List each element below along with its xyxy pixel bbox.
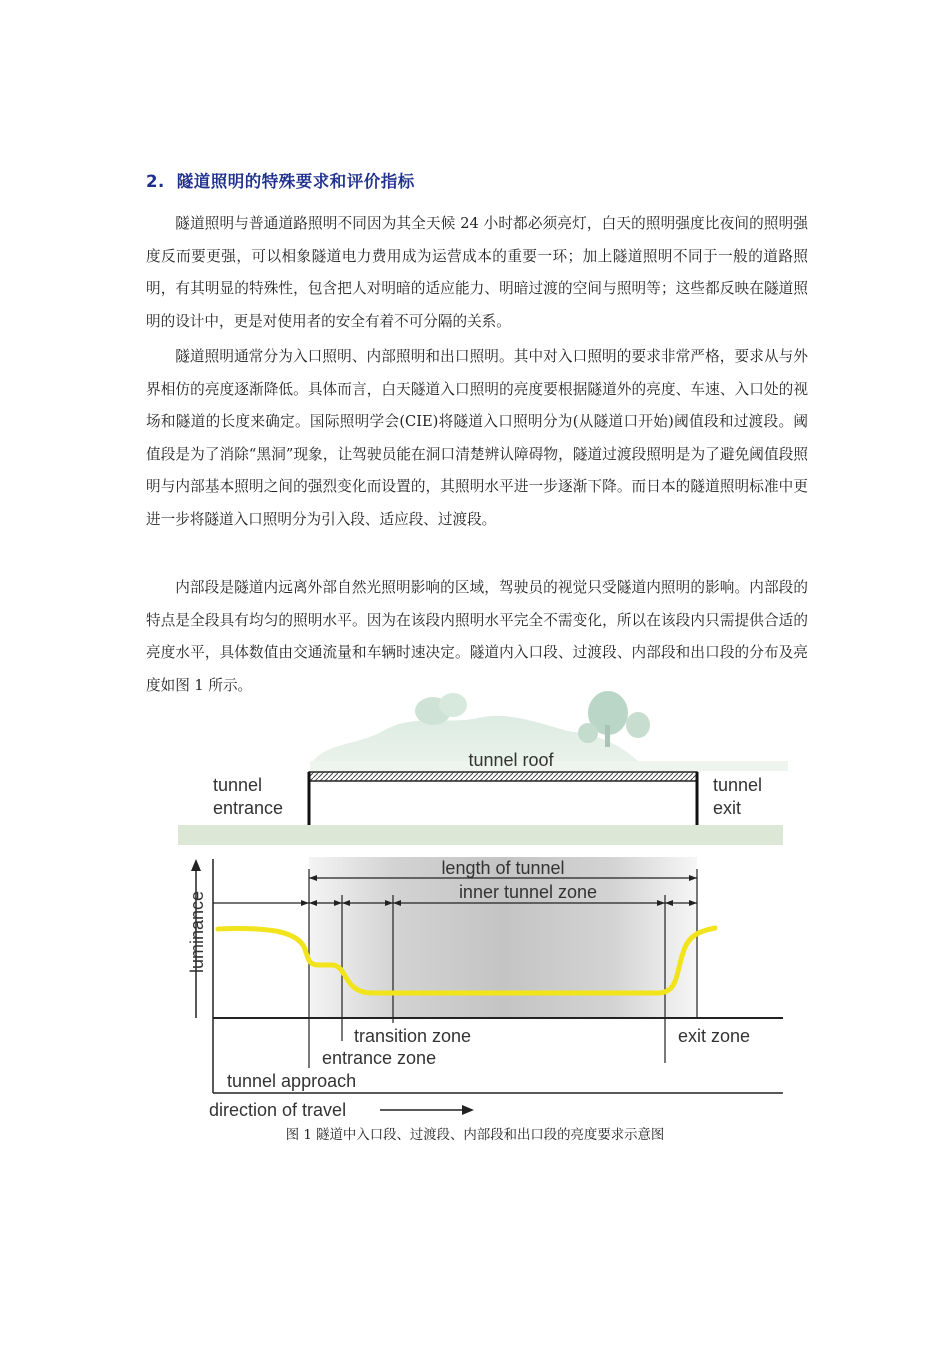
label-tunnel-entrance-2: entrance: [213, 798, 284, 818]
paragraph-2: 隧道照明通常分为入口照明、内部照明和出口照明。其中对入口照明的要求非常严格，要求从与外界相仿的亮度逐渐降低。具体而言，白天隧道入口照明的亮度要根据隧道外的亮度、车速、入口处的视场和隧道的长度来确定。国际照明学会(CIE)将隧道入口照明分为(从隧道口开始)阈值段和过渡段。阈值段是为了消除“黑洞”现象，让驾驶员能在洞口清楚辨认障碍物，隧道过渡段照明是为了避免阈值段照明与内部基本照明之间的强烈变化而设置的，其照明水平进一步逐渐下降。而日本的隧道照明标准中更进一步将隧道入口照明分为引入段、适应段、过渡段。: [146, 348, 808, 528]
label-tunnel-approach: tunnel approach: [227, 1071, 357, 1091]
figure-caption: 图 1 隧道中入口段、过渡段、内部段和出口段的亮度要求示意图: [285, 1128, 665, 1143]
label-tunnel-exit-2: exit: [713, 798, 742, 818]
tunnel-luminance-figure: [178, 683, 788, 1123]
label-tunnel-entrance-1: tunnel: [213, 775, 263, 795]
label-tunnel-exit-1: tunnel: [713, 775, 763, 795]
paragraph-3: 内部段是隧道内远离外部自然光照明影响的区域，驾驶员的视觉只受隧道内照明的影响。内部段的特点是全段具有均匀的照明水平。因为在该段内照明水平完全不需变化，所以在该段内只需提供合适的亮度水平，具体数值由交通流量和车辆时速决定。隧道内入口段、过渡段、内部段和出口段的分布及亮度如图 1 所示。: [146, 579, 808, 694]
label-entrance-zone: entrance zone: [322, 1048, 437, 1068]
tunnel-roof: [309, 772, 697, 781]
section-heading: [146, 168, 415, 192]
label-length-of-tunnel: length of tunnel: [441, 858, 565, 878]
label-exit-zone: exit zone: [678, 1026, 751, 1046]
road-band: [178, 825, 783, 845]
figure-diagram: [178, 683, 788, 1123]
label-direction-of-travel: direction of travel: [209, 1100, 347, 1120]
label-inner-tunnel-zone: inner tunnel zone: [458, 882, 598, 902]
label-tunnel-roof: tunnel roof: [468, 750, 554, 770]
label-luminance: luminance: [187, 890, 207, 973]
direction-arrow-head: [462, 1105, 474, 1115]
paragraph-1: 隧道照明与普通道路照明不同因为其全天候 24 小时都必须亮灯，白天的照明强度比夜间的照明强度反而要更强，可以相象隧道电力费用成为运营成本的重要一环；加上隧道照明不同于一般的道路照明，有其明显的特殊性，包含把人对明暗的适应能力、明暗过渡的空间与照明等；这些都反映在隧道照明的设计中，更是对使用者的安全有着不可分隔的关系。: [146, 215, 808, 330]
section-number: 2.: [146, 172, 165, 191]
section-title: 隧道照明的特殊要求和评价指标: [176, 172, 415, 191]
label-transition-zone: transition zone: [354, 1026, 472, 1046]
